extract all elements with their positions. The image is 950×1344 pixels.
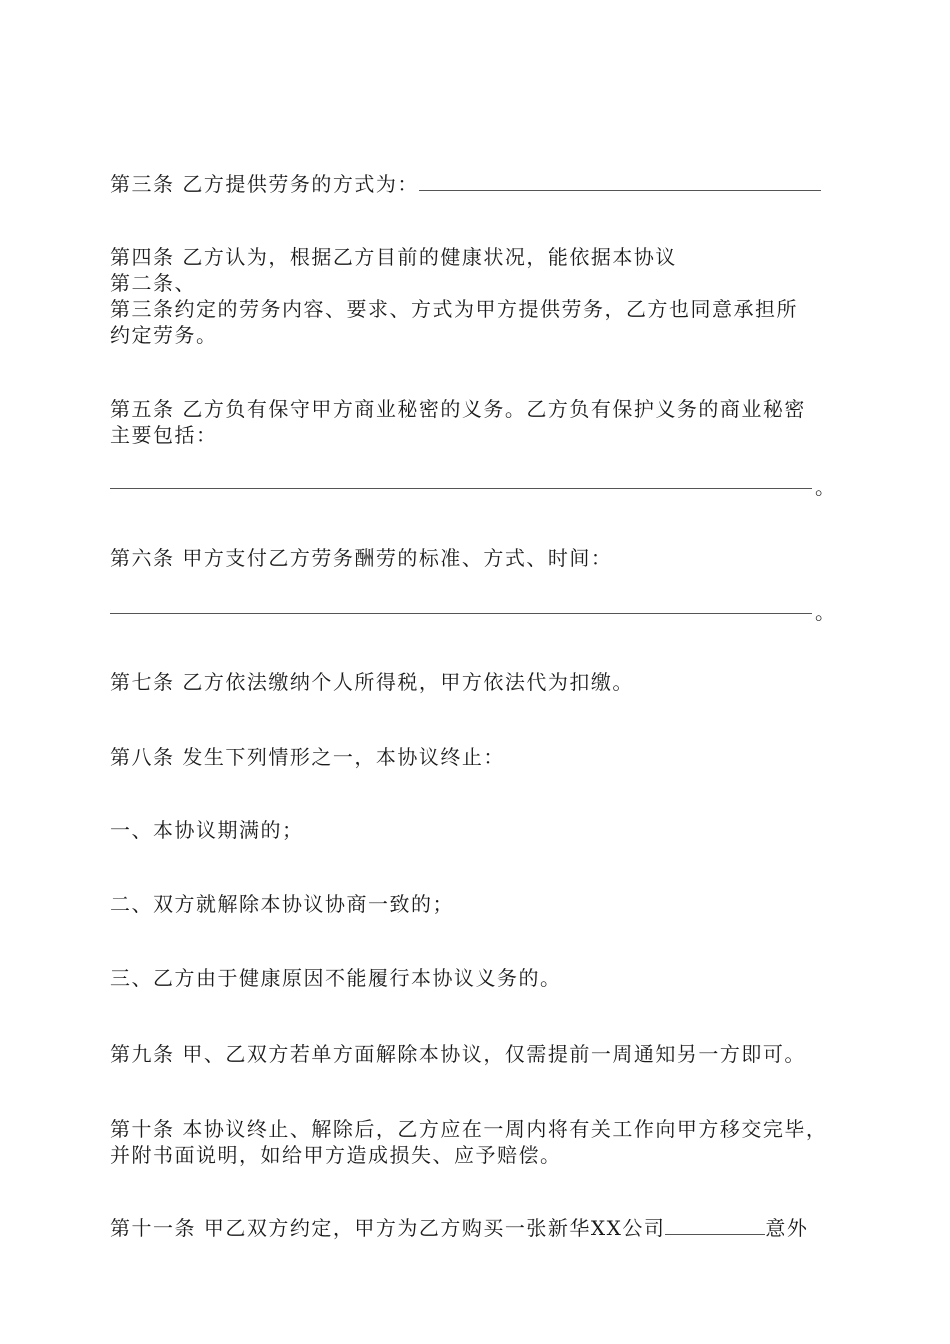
article-4-line-1: 第四条 乙方认为，根据乙方目前的健康状况，能依据本协议 <box>110 245 677 269</box>
article-11 <box>110 1215 808 1241</box>
article-4-line-2: 第二条、 <box>110 271 196 295</box>
article-8-line-1: 第八条 发生下列情形之一，本协议终止： <box>110 745 505 769</box>
article-3-text: 第三条 乙方提供劳务的方式为： <box>110 172 419 196</box>
article-6-end-mark: 。 <box>815 600 835 624</box>
article-10-line-1: 第十条 本协议终止、解除后，乙方应在一周内将有关工作向甲方移交完毕， <box>110 1117 828 1141</box>
article-3 <box>110 171 821 197</box>
article-10-line-2: 并附书面说明，如给甲方造成损失、应予赔偿。 <box>110 1143 562 1167</box>
article-9: 第九条 甲、乙双方若单方面解除本协议，仅需提前一周通知另一方即可。 <box>110 1042 806 1066</box>
article-11-suffix: 意外 <box>765 1216 809 1240</box>
article-4-line-3: 第三条约定的劳务内容、要求、方式为甲方提供劳务，乙方也同意承担所 <box>110 297 798 321</box>
article-4-line-4: 约定劳务。 <box>110 323 218 347</box>
article-11-blank <box>665 1234 765 1235</box>
article-5-line-1: 第五条 乙方负有保守甲方商业秘密的义务。乙方负有保护义务的商业秘密 <box>110 397 806 421</box>
article-11-prefix: 第十一条 甲乙双方约定，甲方为乙方购买一张新华XX公司 <box>110 1216 666 1240</box>
article-5-blank <box>110 488 812 489</box>
article-5-end-mark: 。 <box>815 475 835 499</box>
article-6-blank <box>110 613 812 614</box>
article-8-item-2: 二、双方就解除本协议协商一致的； <box>110 892 454 916</box>
article-5-line-2: 主要包括： <box>110 423 218 447</box>
article-8-item-3: 三、乙方由于健康原因不能履行本协议义务的。 <box>110 966 562 990</box>
article-3-blank <box>419 190 821 191</box>
article-7: 第七条 乙方依法缴纳个人所得税，甲方依法代为扣缴。 <box>110 670 634 694</box>
article-8-item-1: 一、本协议期满的； <box>110 818 304 842</box>
article-6-line-1: 第六条 甲方支付乙方劳务酬劳的标准、方式、时间： <box>110 546 613 570</box>
